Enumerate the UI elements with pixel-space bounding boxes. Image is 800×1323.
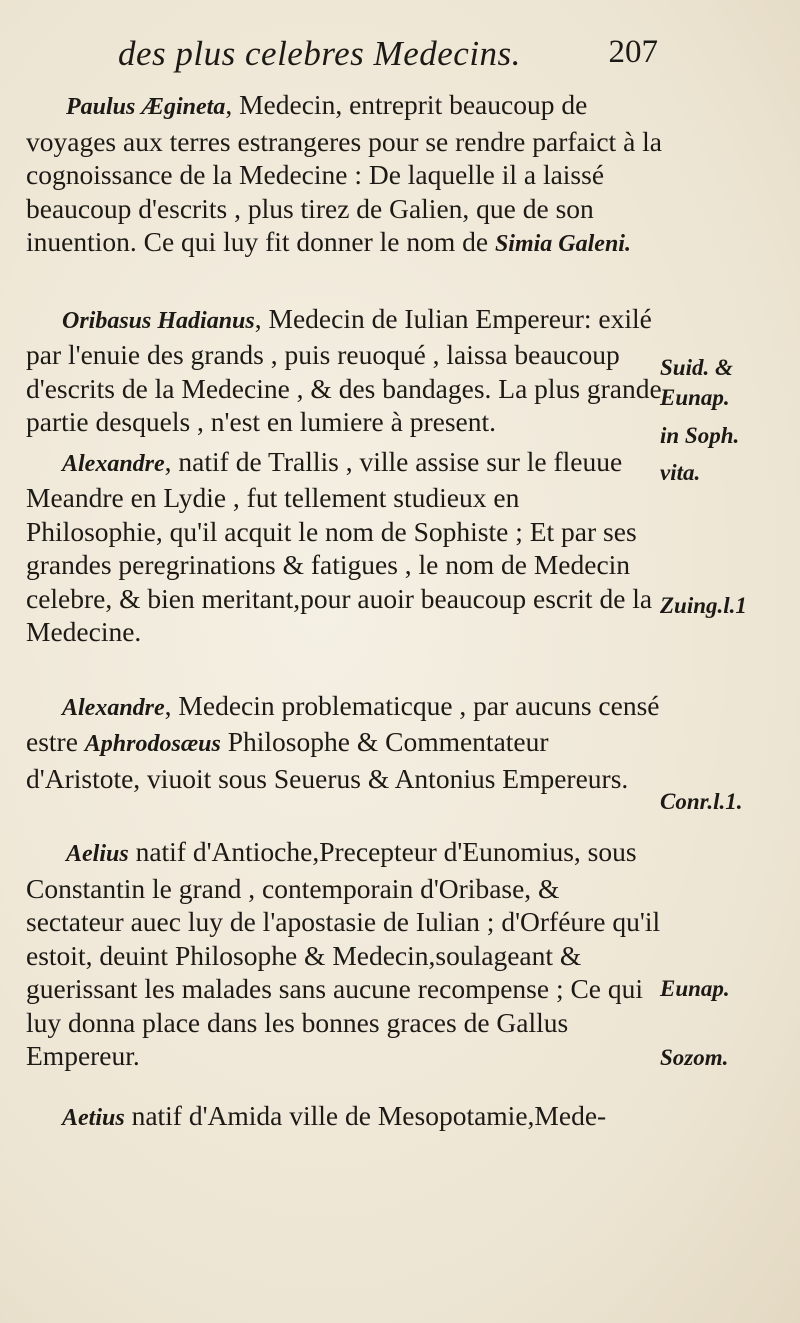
running-header [118, 34, 678, 78]
entry-text: , Medecin, entreprit beaucoup de voyages aux terres estrangeres pour se rendre parfaict à la cognoissance de la Medecine : De laquelle il a laissé beaucoup d'escrits , plus tirez de Galien, que de son inuention. Ce qui luy fit donner le nom de [26, 89, 663, 257]
main-text [26, 88, 662, 1135]
entry-name: Oribasus Hadianus [62, 307, 255, 334]
margin-note: Suid. & [660, 355, 733, 380]
page-number: 207 [608, 34, 658, 70]
entry-oribasus [26, 302, 662, 439]
entry-text: natif d'Amida ville de Mesopotamie,Mede- [124, 1099, 607, 1131]
entry-name: Alexandre [62, 450, 165, 477]
entry-name: Aetius [62, 1104, 125, 1131]
entry-aelius [26, 835, 662, 1073]
entry-name: Alexandre [62, 694, 165, 721]
entry-text: , natif de Trallis , ville assise sur le fleuue Meandre en Lydie , fut tellement studieux en Philosophie, qu'il acquit le nom de Sophiste ; Et par ses grandes peregrinations & fatigues , le nom de Medecin celebre, & bien meritant,pour auoir beaucoup escrit de la Medecine. [26, 445, 653, 647]
entry-paulus [26, 88, 662, 262]
entry-text-2: Philosophe & Commentateur d'Aristote, viuoit sous Seuerus & Antonius Empereurs. [26, 726, 629, 794]
entry-text: , Medecin problematicque , par aucuns censé estre [26, 689, 660, 757]
entry-mid-name: Aphrodosæus [84, 731, 221, 757]
entry-aetius [26, 1099, 662, 1136]
entry-text: , Medecin de Iulian Empereur: exilé par l'enuie des grands , puis reuoqué , laissa beaucoup d'escrits de la Medecine , & des bandages. La plus grande partie desquels , n'est en lumiere à present. [26, 302, 662, 437]
running-title: des plus celebres Medecins. [118, 34, 521, 73]
entry-text: natif d'Antioche,Precepteur d'Eunomius, sous Constantin le grand , contemporain d'Oribase, & sectateur auec luy de l'apostasie de Iulian ; d'Orféure qu'il estoit, deuint Philosophe & Medecin,soulageant & guerissant les malades sans aucune recompense ; Ce qui luy donna place dans les bonnes graces de Gallus Empereur. [26, 836, 661, 1071]
margin-note: in Soph. [660, 423, 740, 448]
margin-note: Sozom. [660, 1045, 729, 1070]
entry-name: Aelius [66, 841, 129, 867]
margin-note: Eunap. [660, 385, 730, 410]
margin-note: Conr.l.1. [660, 789, 743, 814]
entry-name: Paulus Ægineta [66, 94, 226, 120]
entry-tail-name: Simia Galeni. [494, 231, 631, 257]
margin-note: vita. [660, 460, 701, 485]
entry-alexandre-aphrodisaeus [26, 689, 662, 796]
entry-alexandre-trallis [26, 445, 662, 649]
margin-note: Zuing.l.1 [660, 593, 747, 618]
margin-note: Eunap. [660, 976, 730, 1001]
